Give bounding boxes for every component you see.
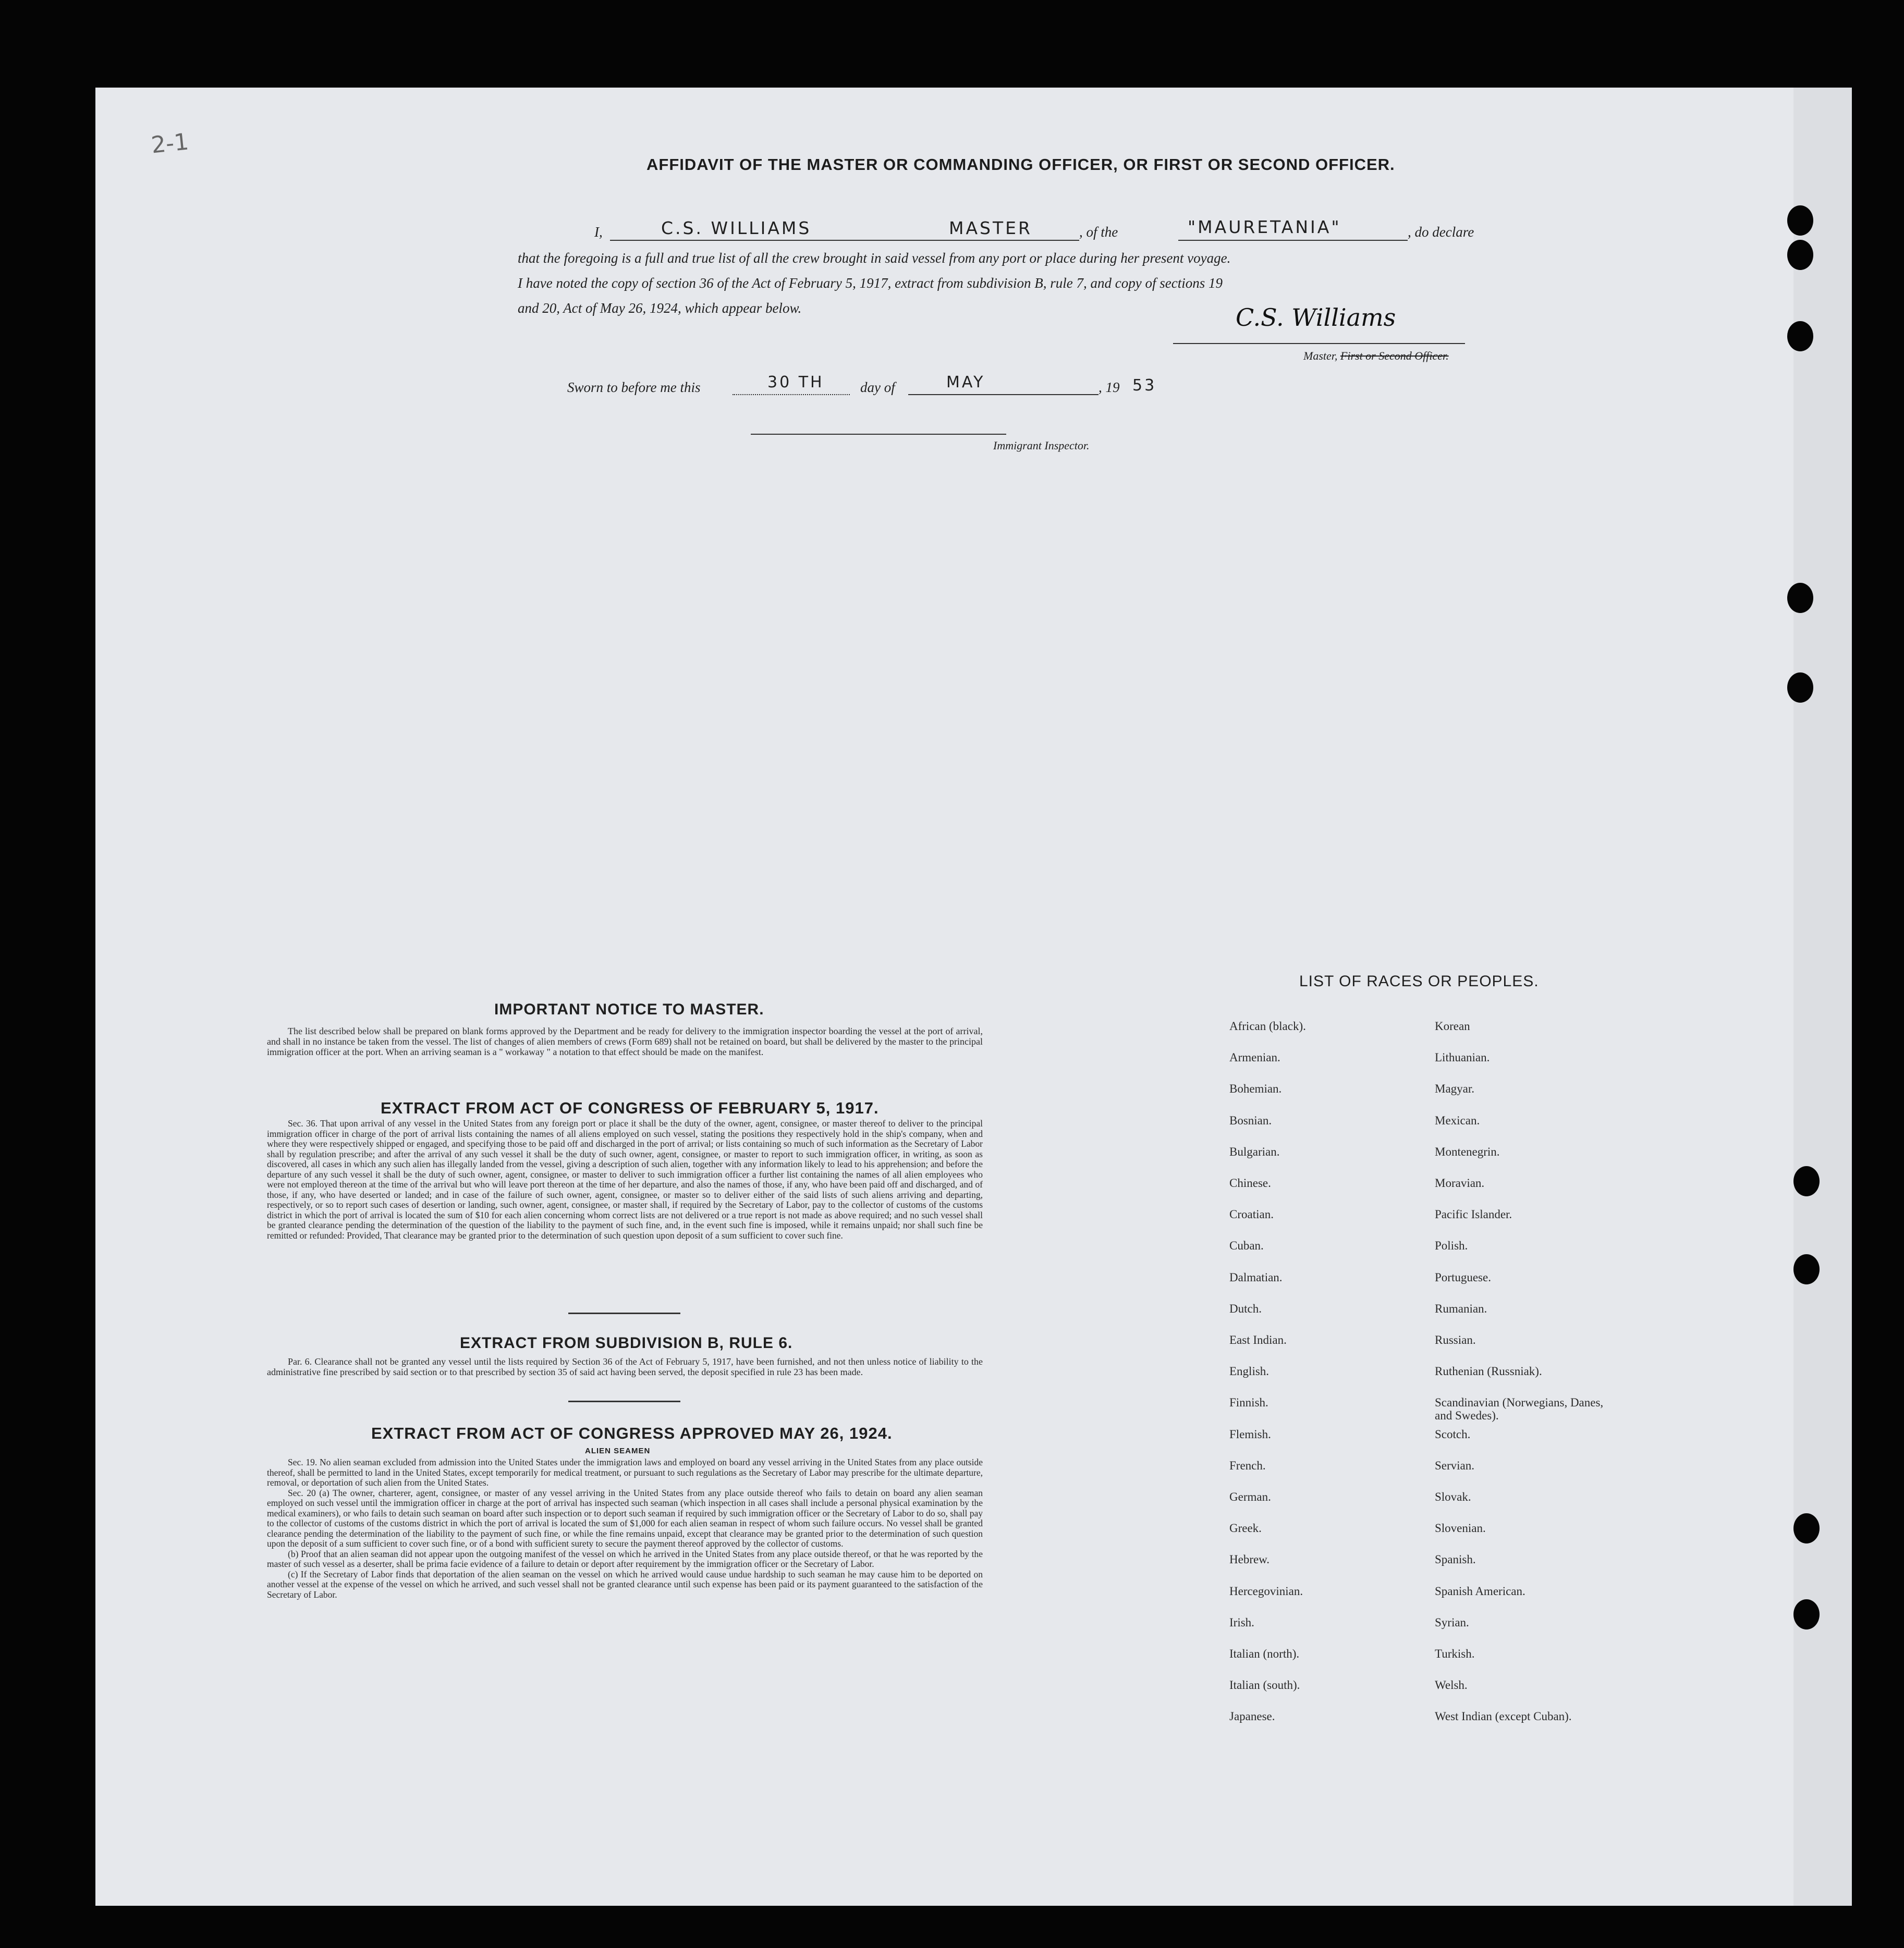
race-item: Dutch. [1229, 1302, 1262, 1315]
race-item: Bohemian. [1229, 1082, 1282, 1096]
race-item: Armenian. [1229, 1051, 1280, 1064]
race-item: African (black). [1229, 1020, 1306, 1033]
race-item: Montenegrin. [1435, 1145, 1500, 1158]
sworn-prefix: Sworn to before me this [567, 379, 701, 395]
extract1-body: Sec. 36. That upon arrival of any vessel in the United States from any foreign port or place it shall be the duty of the owner, agent, consignee, or master thereof to deliver to the principal immigration officer in charge of the port of arrival lists containing the names of all aliens employed on such vessel, stating the positions they respectively hold in the ship's company, when and where they were respectively shipped or engaged, and specifying those to be paid off and discharged in the port of arrival; or lists containing so much of such information as the Secretary of Labor shall by regulation prescribe; and after the arrival of any such vessel it shall be the duty of such owner, agent, consignee, or master to report to such immigration officer, in writing, as soon as discovered, all cases in which any such alien has illegally landed from the vessel, giving a description of such alien, together with any information likely to lead to his apprehension; and before the departure of any such vessel it shall be the duty of such owner, agent, consignee, or master to deliver to such immigration officer a further list containing the names of all alien employees who were not employed thereon at the time of the arrival but who will leave port thereon at the time of her departure, and also the names of those, if any, who have been paid off and discharged, and of those, if any, who have deserted or landed; and in case of the failure of such owner, agent, consignee, or master so to deliver either of the said lists of such aliens arriving and departing, respectively, or so to report such cases of desertion or landing, such owner, agent, consignee, or master shall, if required by the Secretary of Labor, pay to the collector of customs of the customs district in which the port of arrival is located the sum of $10 for each alien concerning whom correct lists are not delivered or a true report is not made as above required; and no such vessel shall be granted clearance pending the determination of the question of the liability to the payment of such fine, and, in the event such fine is imposed, while it remains unpaid; nor shall such fine be remitted or refunded: Provided, That clearance may be granted prior to the determination of such question upon deposit of a sum sufficient to cover such fine. [267, 1118, 983, 1241]
sworn-month: MAY [946, 373, 985, 391]
year-prefix: , 19 [1099, 379, 1120, 395]
race-item: Italian (south). [1229, 1679, 1300, 1692]
name-line [610, 240, 1079, 241]
punch-hole-icon [1793, 1599, 1820, 1630]
race-item: Cuban. [1229, 1239, 1264, 1253]
race-item: French. [1229, 1459, 1266, 1472]
race-item: Moravian. [1435, 1177, 1485, 1190]
race-item: Spanish American. [1435, 1584, 1525, 1598]
extract3-body [267, 1457, 983, 1600]
notice-title: IMPORTANT NOTICE TO MASTER. [494, 1001, 764, 1018]
race-item: Scotch. [1435, 1427, 1471, 1441]
race-item: Polish. [1435, 1239, 1468, 1253]
margin-mark: 2-1 [150, 128, 190, 159]
sworn-month-line [908, 394, 1099, 395]
race-item: Bulgarian. [1229, 1145, 1280, 1158]
race-item: Pacific Islander. [1435, 1208, 1512, 1221]
punch-hole-icon [1787, 205, 1813, 236]
master-label: Master, [1303, 349, 1338, 362]
race-item: Ruthenian (Russniak). [1435, 1365, 1542, 1378]
extract3-sec20b: (b) Proof that an alien seaman did not appear upon the outgoing manifest of the vessel on which he arrived in the United States from any place outside thereof, or that he was reported by the master of such vessel as a deserter, shall be prima facie evidence of a failure to detain or deport after requirement by the immigration officer or the Secretary of Labor. [267, 1548, 983, 1569]
race-item: Spanish. [1435, 1553, 1476, 1566]
race-item: Italian (north). [1229, 1647, 1300, 1660]
extract3-title: EXTRACT FROM ACT OF CONGRESS APPROVED MAY 26, 1924. [371, 1424, 893, 1442]
race-item: Slovenian. [1435, 1522, 1486, 1535]
extract1-title: EXTRACT FROM ACT OF CONGRESS OF FEBRUARY 5, 1917. [381, 1099, 879, 1117]
struck-officer-label: First or Second Officer. [1340, 349, 1449, 362]
extract3-sec19: Sec. 19. No alien seaman excluded from admission into the United States under the immigration laws and employed on board any vessel arriving in the United States from any place outside thereof, shall be permitted to land in the United States, except temporarily for medical treatment, or pursuant to such regulations as the Secretary of Labor may prescribe for the ultimate departure, removal, or deportation of such alien from the United States. [267, 1457, 983, 1488]
race-item: Turkish. [1435, 1647, 1475, 1660]
race-item: Portuguese. [1435, 1270, 1491, 1284]
vessel-line [1178, 240, 1408, 241]
races-title: LIST OF RACES OR PEOPLES. [1299, 973, 1539, 990]
race-item: Servian. [1435, 1459, 1475, 1472]
race-item: Chinese. [1229, 1177, 1271, 1190]
race-item: Magyar. [1435, 1082, 1475, 1096]
race-item: Finnish. [1229, 1396, 1268, 1410]
punch-hole-icon [1787, 321, 1813, 351]
signature-line [1173, 343, 1465, 344]
race-item: Hercegovinian. [1229, 1584, 1303, 1598]
extract3-sec20a: Sec. 20 (a) The owner, charterer, agent, consignee, or master of any vessel arriving in the United States from any place outside thereof who fails to detain on board any alien seaman employed on such vessel until the immigration officer in charge at the port of arrival has inspected such seaman (which inspection in all cases shall include a personal physical examination by the medical examiners), or who fails to detain such seaman on board after such inspection or to deport such seaman if required by such immigration officer or the Secretary of Labor to do so, shall pay to the collector of customs of the customs district in which the port of arrival is located the sum of $1,000 for each alien seaman in respect of whom such failure occurs. No vessel shall be granted clearance pending the determination of the liability to the payment of such fine, or while the fine remains unpaid, except that clearance may be granted prior to the determination of such question upon the deposit of a sum sufficient to cover such fine, or of a bond with sufficient surety to secure the payment thereof approved by the collector of customs. [267, 1487, 983, 1549]
punch-hole-icon [1787, 672, 1813, 703]
race-item: Croatian. [1229, 1208, 1274, 1221]
vessel-name: "MAURETANIA" [1188, 217, 1341, 237]
section-divider [568, 1401, 680, 1402]
race-item: German. [1229, 1490, 1271, 1503]
declaration-line-2: that the foregoing is a full and true list of all the crew brought in said vessel from any port or place during her present voyage. [518, 250, 1231, 266]
do-declare-label: , do declare [1408, 224, 1474, 240]
race-item: Welsh. [1435, 1679, 1468, 1692]
punch-hole-icon [1787, 240, 1813, 270]
punch-hole-icon [1793, 1254, 1820, 1284]
section-divider [568, 1313, 680, 1314]
race-item: Lithuanian. [1435, 1051, 1490, 1064]
signature-label [1303, 349, 1449, 363]
race-item: Slovak. [1435, 1490, 1471, 1503]
race-item: Syrian. [1435, 1615, 1469, 1629]
inspector-line [751, 434, 1006, 435]
master-rank: MASTER [949, 218, 1032, 238]
master-name: C.S. WILLIAMS [661, 218, 812, 238]
race-item: Flemish. [1229, 1427, 1271, 1441]
extract3-sec20c: (c) If the Secretary of Labor finds that deportation of the alien seaman on the vessel on which he arrived would cause undue hardship to such seaman he may cause him to be deported on another vessel at the expense of the vessel on which he arrived, and such vessel shall not be granted clearance until such expense has been paid or its payment guaranteed to the satisfaction of the Secretary of Labor. [267, 1569, 983, 1600]
race-item: Irish. [1229, 1615, 1254, 1629]
affidavit-title: AFFIDAVIT OF THE MASTER OR COMMANDING OFFICER, OR FIRST OR SECOND OFFICER. [646, 155, 1395, 174]
extract3-subtitle: ALIEN SEAMEN [585, 1447, 651, 1455]
race-item: Dalmatian. [1229, 1270, 1283, 1284]
sworn-day: 30 TH [767, 373, 824, 391]
race-item: Korean [1435, 1020, 1470, 1033]
declaration-line-3: I have noted the copy of section 36 of the Act of February 5, 1917, extract from subdivision B, rule 7, and copy of sections 19 [518, 275, 1223, 291]
day-of-label: day of [860, 379, 895, 395]
of-the-label: , of the [1079, 224, 1118, 240]
page-edge [1793, 88, 1852, 1906]
race-item: English. [1229, 1365, 1270, 1378]
race-item: East Indian. [1229, 1333, 1287, 1346]
sworn-year: 53 [1132, 376, 1157, 395]
race-item: Rumanian. [1435, 1302, 1487, 1315]
race-item: Mexican. [1435, 1113, 1480, 1127]
punch-hole-icon [1793, 1166, 1820, 1196]
race-item: Greek. [1229, 1522, 1262, 1535]
inspector-label: Immigrant Inspector. [993, 439, 1090, 452]
declaration-line-4: and 20, Act of May 26, 1924, which appear below. [518, 300, 802, 316]
extract2-body: Par. 6. Clearance shall not be granted any vessel until the lists required by Section 36 of the Act of February 5, 1917, have been furnished, and not then unless notice of liability to the administrative fine prescribed by said section or to that prescribed by section 35 of said act having been served, the deposit specified in rule 23 has been made. [267, 1356, 983, 1377]
race-item: Russian. [1435, 1333, 1476, 1346]
affidavit-prefix: I, [594, 224, 603, 240]
race-item: Bosnian. [1229, 1113, 1272, 1127]
master-signature: C.S. Williams [1236, 303, 1396, 332]
punch-hole-icon [1787, 583, 1813, 613]
race-item: Hebrew. [1229, 1553, 1270, 1566]
punch-hole-icon [1793, 1513, 1820, 1543]
sworn-day-line [733, 394, 850, 395]
race-item: Scandinavian (Norwegians, Danes, and Swedes). [1435, 1396, 1604, 1423]
race-item: Japanese. [1229, 1710, 1275, 1723]
extract2-title: EXTRACT FROM SUBDIVISION B, RULE 6. [460, 1334, 793, 1352]
race-item: West Indian (except Cuban). [1435, 1710, 1572, 1723]
notice-body: The list described below shall be prepared on blank forms approved by the Department and be ready for delivery to the immigration inspector boarding the vessel at the port of arrival, and shall in no instance be taken from the vessel. The list of changes of alien members of crews (Form 689) shall not be retained on board, but shall be delivered by the master to the principal immigration officer at the port. When an arriving seaman is a " workaway " a notation to that effect should be made on the manifest. [267, 1026, 983, 1057]
document-page [95, 88, 1851, 1906]
